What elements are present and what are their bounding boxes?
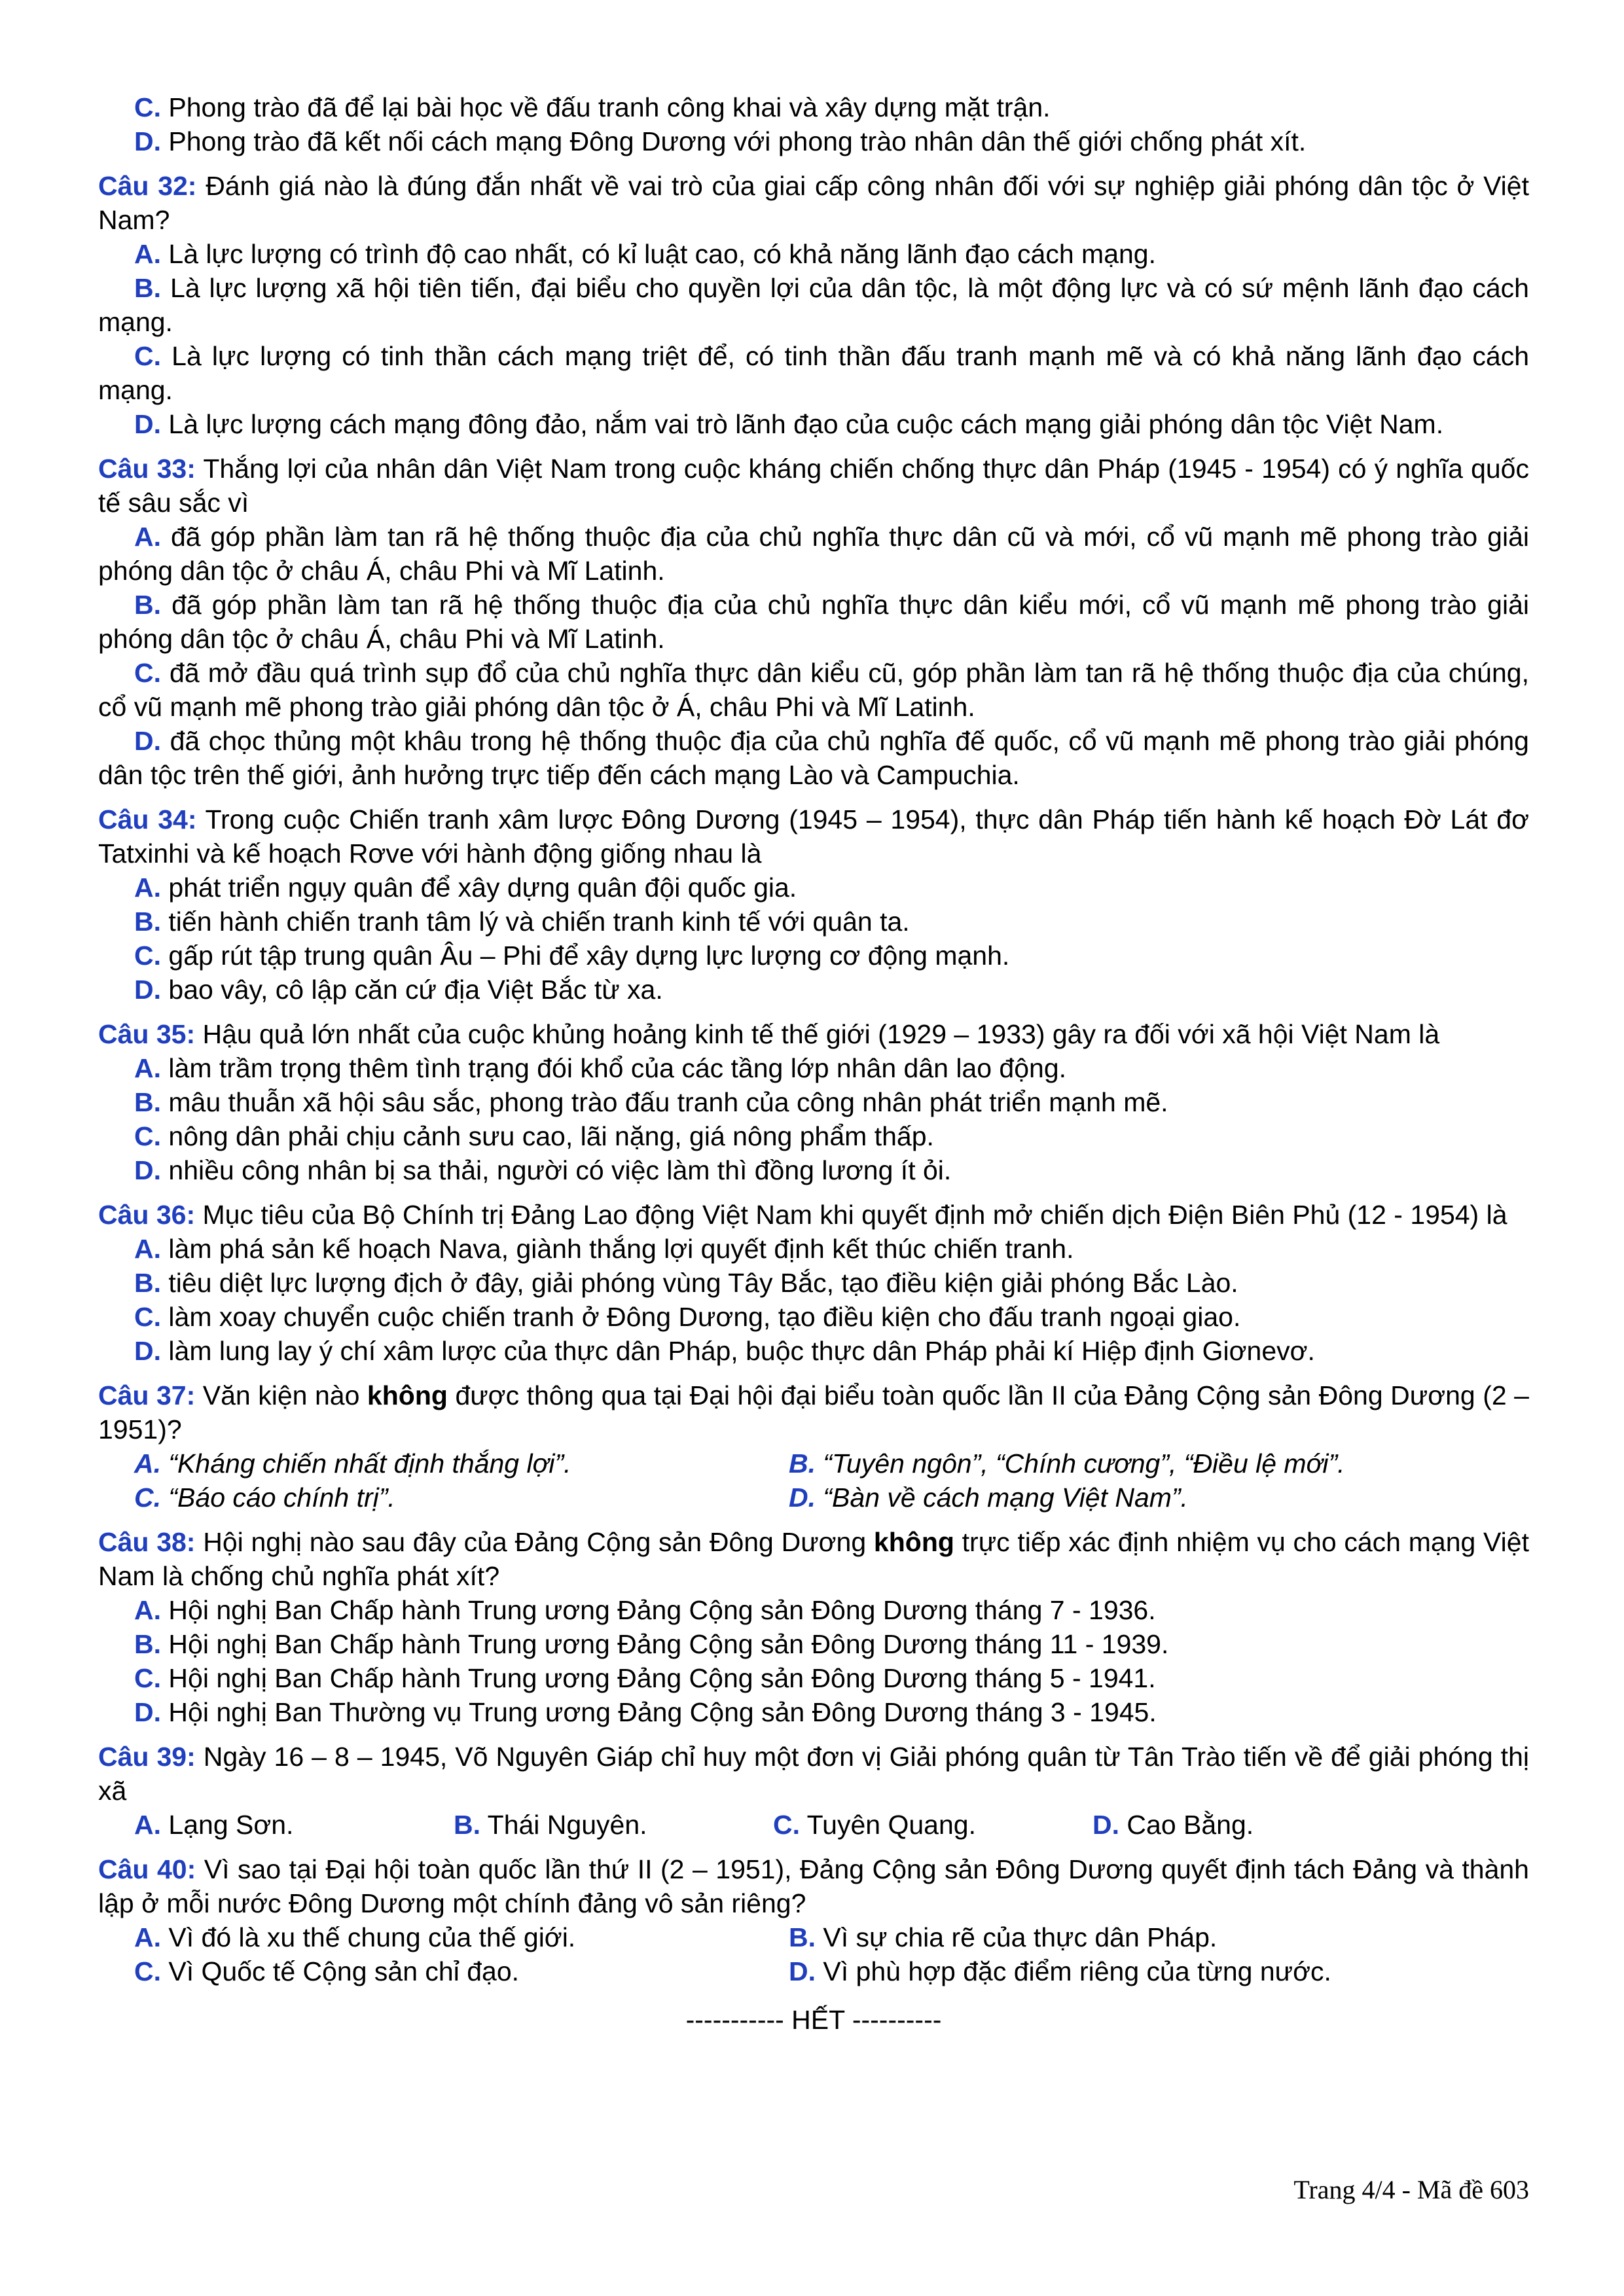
q38-option-a: A. Hội nghị Ban Chấp hành Trung ương Đảng Cộng sản Đông Dương tháng 7 - 1936.: [134, 1595, 1156, 1625]
q33-option-c: C. đã mở đầu quá trình sụp đổ của chủ nghĩa thực dân kiểu cũ, góp phần làm tan rã hệ thống thuộc địa của chúng, cổ vũ mạnh mẽ phong trào giải phóng dân tộc ở Á, châu Phi và Mĩ Latinh.: [98, 658, 1529, 722]
q38-option-d: D. Hội nghị Ban Thường vụ Trung ương Đảng Cộng sản Đông Dương tháng 3 - 1945.: [134, 1697, 1157, 1727]
q39-options-row: [98, 1808, 1529, 1842]
q40-option-d: D. Vì phù hợp đặc điểm riêng của từng nước.: [789, 1956, 1331, 1986]
question-38: Câu 38: Hội nghị nào sau đây của Đảng Cộng sản Đông Dương không trực tiếp xác định nhiệm vụ cho cách mạng Việt Nam là chống chủ nghĩa phát xít?: [98, 1527, 1529, 1591]
q31-option-c: C. Phong trào đã để lại bài học về đấu tranh công khai và xây dựng mặt trận.: [134, 92, 1051, 122]
q35-option-a: A. làm trầm trọng thêm tình trạng đói khổ của các tầng lớp nhân dân lao động.: [134, 1053, 1067, 1083]
q36-option-c: C. làm xoay chuyển cuộc chiến tranh ở Đông Dương, tạo điều kiện cho đấu tranh ngoại giao.: [134, 1302, 1241, 1332]
q37-option-a: A. “Kháng chiến nhất định thắng lợi”.: [134, 1448, 571, 1479]
question-37: Câu 37: Văn kiện nào không được thông qua tại Đại hội đại biểu toàn quốc lần II của Đảng Cộng sản Đông Dương (2 – 1951)?: [98, 1380, 1529, 1444]
q37-option-d: D. “Bàn về cách mạng Việt Nam”.: [789, 1482, 1188, 1513]
q40-option-a: A. Vì đó là xu thế chung của thế giới.: [134, 1922, 576, 1952]
q36-option-a: A. làm phá sản kế hoạch Nava, giành thắng lợi quyết định kết thúc chiến tranh.: [134, 1234, 1074, 1264]
q37-option-c: C. “Báo cáo chính trị”.: [134, 1482, 395, 1513]
q36-option-b: B. tiêu diệt lực lượng địch ở đây, giải phóng vùng Tây Bắc, tạo điều kiện giải phóng Bắc Lào.: [134, 1268, 1238, 1298]
page-footer: Trang 4/4 - Mã đề 603: [1293, 2175, 1529, 2204]
q35-option-c: C. nông dân phải chịu cảnh sưu cao, lãi nặng, giá nông phẩm thấp.: [134, 1121, 934, 1151]
question-32: Câu 32: Đánh giá nào là đúng đắn nhất về vai trò của giai cấp công nhân đối với sự nghiệp giải phóng dân tộc ở Việt Nam?: [98, 171, 1529, 235]
q35-option-b: B. mâu thuẫn xã hội sâu sắc, phong trào đấu tranh của công nhân phát triển mạnh mẽ.: [134, 1087, 1168, 1117]
q39-option-a: A. Lạng Sơn.: [134, 1810, 294, 1840]
q34-option-d: D. bao vây, cô lập căn cứ địa Việt Bắc từ xa.: [134, 975, 663, 1005]
question-34: Câu 34: Trong cuộc Chiến tranh xâm lược Đông Dương (1945 – 1954), thực dân Pháp tiến hành kế hoạch Đờ Lát đơ Tatxinhi và kế hoạch Rơve với hành động giống nhau là: [98, 804, 1529, 869]
question-39: Câu 39: Ngày 16 – 8 – 1945, Võ Nguyên Giáp chỉ huy một đơn vị Giải phóng quân từ Tân Trào tiến về để giải phóng thị xã: [98, 1742, 1529, 1806]
q37-option-b: B. “Tuyên ngôn”, “Chính cương”, “Điều lệ mới”.: [789, 1448, 1345, 1479]
q40-option-c: C. Vì Quốc tế Cộng sản chỉ đạo.: [134, 1956, 520, 1986]
q38-option-b: B. Hội nghị Ban Chấp hành Trung ương Đảng Cộng sản Đông Dương tháng 11 - 1939.: [134, 1629, 1169, 1659]
q33-option-a: A. đã góp phần làm tan rã hệ thống thuộc địa của chủ nghĩa thực dân cũ và mới, cổ vũ mạnh mẽ phong trào giải phóng dân tộc ở châu Á, châu Phi và Mĩ Latinh.: [98, 522, 1529, 586]
q39-option-d: D. Cao Bằng.: [1092, 1810, 1254, 1840]
q39-option-c: C. Tuyên Quang.: [773, 1810, 976, 1840]
q34-option-b: B. tiến hành chiến tranh tâm lý và chiến tranh kinh tế với quân ta.: [134, 906, 910, 937]
q31-option-d: D. Phong trào đã kết nối cách mạng Đông Dương với phong trào nhân dân thế giới chống phát xít.: [134, 126, 1307, 156]
q32-option-c: C. Là lực lượng có tinh thần cách mạng triệt để, có tinh thần đấu tranh mạnh mẽ và có khả năng lãnh đạo cách mạng.: [98, 341, 1529, 405]
q40-options-row-2: [98, 1954, 1529, 1988]
question-36: Câu 36: Mục tiêu của Bộ Chính trị Đảng Lao động Việt Nam khi quyết định mở chiến dịch Điện Biên Phủ (12 - 1954) là: [98, 1200, 1507, 1230]
q38-option-c: C. Hội nghị Ban Chấp hành Trung ương Đảng Cộng sản Đông Dương tháng 5 - 1941.: [134, 1663, 1156, 1693]
q34-option-a: A. phát triển ngụy quân để xây dựng quân đội quốc gia.: [134, 872, 797, 903]
q40-option-b: B. Vì sự chia rẽ của thực dân Pháp.: [789, 1922, 1218, 1952]
q33-option-d: D. đã chọc thủng một khâu trong hệ thống thuộc địa của chủ nghĩa đế quốc, cổ vũ mạnh mẽ phong trào giải phóng dân tộc trên thế giới, ảnh hưởng trực tiếp đến cách mạng Lào và Campuchia.: [98, 726, 1529, 790]
q39-option-b: B. Thái Nguyên.: [454, 1810, 647, 1840]
q34-option-c: C. gấp rút tập trung quân Âu – Phi để xây dựng lực lượng cơ động mạnh.: [134, 941, 1010, 971]
question-33: Câu 33: Thắng lợi của nhân dân Việt Nam trong cuộc kháng chiến chống thực dân Pháp (1945 - 1954) có ý nghĩa quốc tế sâu sắc vì: [98, 454, 1529, 518]
q40-options-row-1: [98, 1920, 1529, 1954]
question-35: Câu 35: Hậu quả lớn nhất của cuộc khủng hoảng kinh tế thế giới (1929 – 1933) gây ra đối với xã hội Việt Nam là: [98, 1019, 1440, 1049]
q36-option-d: D. làm lung lay ý chí xâm lược của thực dân Pháp, buộc thực dân Pháp phải kí Hiệp định Giơnevơ.: [134, 1336, 1315, 1366]
q32-option-b: B. Là lực lượng xã hội tiên tiến, đại biểu cho quyền lợi của dân tộc, là một động lực và có sứ mệnh lãnh đạo cách mạng.: [98, 273, 1529, 337]
question-40: Câu 40: Vì sao tại Đại hội toàn quốc lần thứ II (2 – 1951), Đảng Cộng sản Đông Dương quyết định tách Đảng và thành lập ở mỗi nước Đông Dương một chính đảng vô sản riêng?: [98, 1854, 1529, 1918]
q32-option-a: A. Là lực lượng có trình độ cao nhất, có kỉ luật cao, có khả năng lãnh đạo cách mạng.: [134, 239, 1156, 269]
q33-option-b: B. đã góp phần làm tan rã hệ thống thuộc địa của chủ nghĩa thực dân kiểu mới, cổ vũ mạnh mẽ phong trào giải phóng dân tộc ở châu Á, châu Phi và Mĩ Latinh.: [98, 590, 1529, 654]
exam-page: [98, 90, 1529, 2037]
q32-option-d: D. Là lực lượng cách mạng đông đảo, nắm vai trò lãnh đạo của cuộc cách mạng giải phóng dân tộc Việt Nam.: [134, 409, 1444, 439]
q37-options-row-2: [98, 1480, 1529, 1515]
end-marker: ----------- HẾT ----------: [685, 2005, 942, 2035]
q37-options-row-1: [98, 1446, 1529, 1480]
q35-option-d: D. nhiều công nhân bị sa thải, người có việc làm thì đồng lương ít ỏi.: [134, 1155, 952, 1185]
